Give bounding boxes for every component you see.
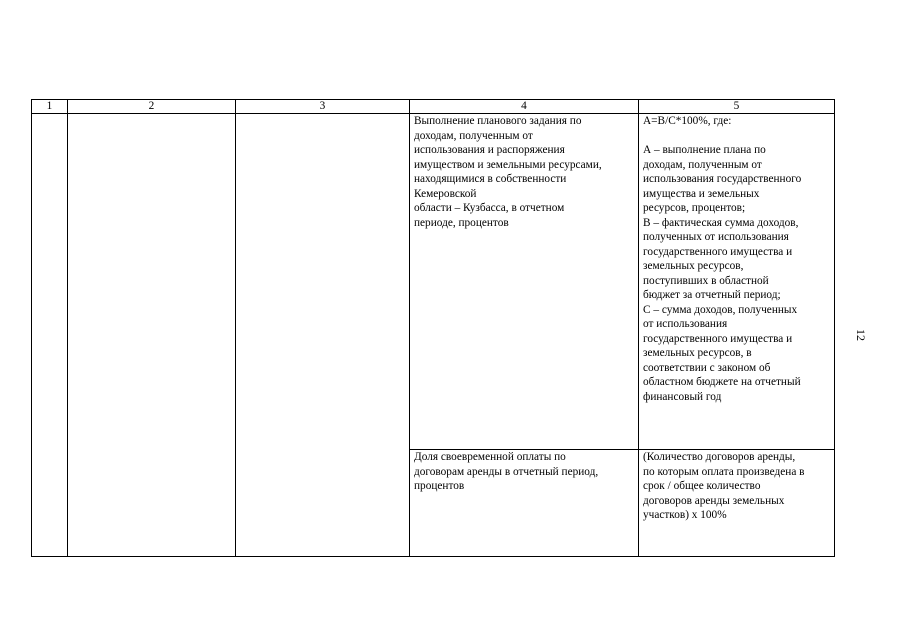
table-header-row xyxy=(32,100,835,114)
table-cell-col3 xyxy=(236,114,410,557)
table-cell-col2 xyxy=(68,114,236,557)
indicator-text: Доля своевременной оплаты по договорам аренды в отчетный период, процентов xyxy=(414,451,599,492)
indicator-cell xyxy=(410,450,639,557)
indicator-cell xyxy=(410,114,639,450)
formula-text: А=В/С*100%, где: А – выполнение плана по доходам, полученным от использования государственного имущества и земельных ресурсов, процентов; В – фактическая сумма доходов, полученных от использования государственного имущества и земельных ресурсов, поступивших в областной бюджет за отчетный период; С – сумма доходов, полученных от использования государственного имущества и земельных ресурсов, в соответствии с законом об областном бюджете на отчетный финансовый год xyxy=(643,115,802,403)
formula-cell xyxy=(639,450,835,557)
column-header-5: 5 xyxy=(639,100,835,114)
indicator-table xyxy=(31,99,835,557)
page-number: 12 xyxy=(854,329,868,341)
indicator-text: Выполнение планового задания по доходам, полученным от использования и распоряжения имуществом и земельными ресурсами, находящимися в собственности Кемеровской области – Кузбасса, в отчетном периоде, процентов xyxy=(414,115,602,229)
column-header-3: 3 xyxy=(236,100,410,114)
column-header-4: 4 xyxy=(410,100,639,114)
table-row xyxy=(32,114,835,450)
formula-cell xyxy=(639,114,835,450)
table-cell-col1 xyxy=(32,114,68,557)
column-header-2: 2 xyxy=(68,100,236,114)
formula-text: (Количество договоров аренды, по которым оплата произведена в срок / общее количество договоров аренды земельных участков) х 100% xyxy=(643,451,805,521)
column-header-1: 1 xyxy=(32,100,68,114)
